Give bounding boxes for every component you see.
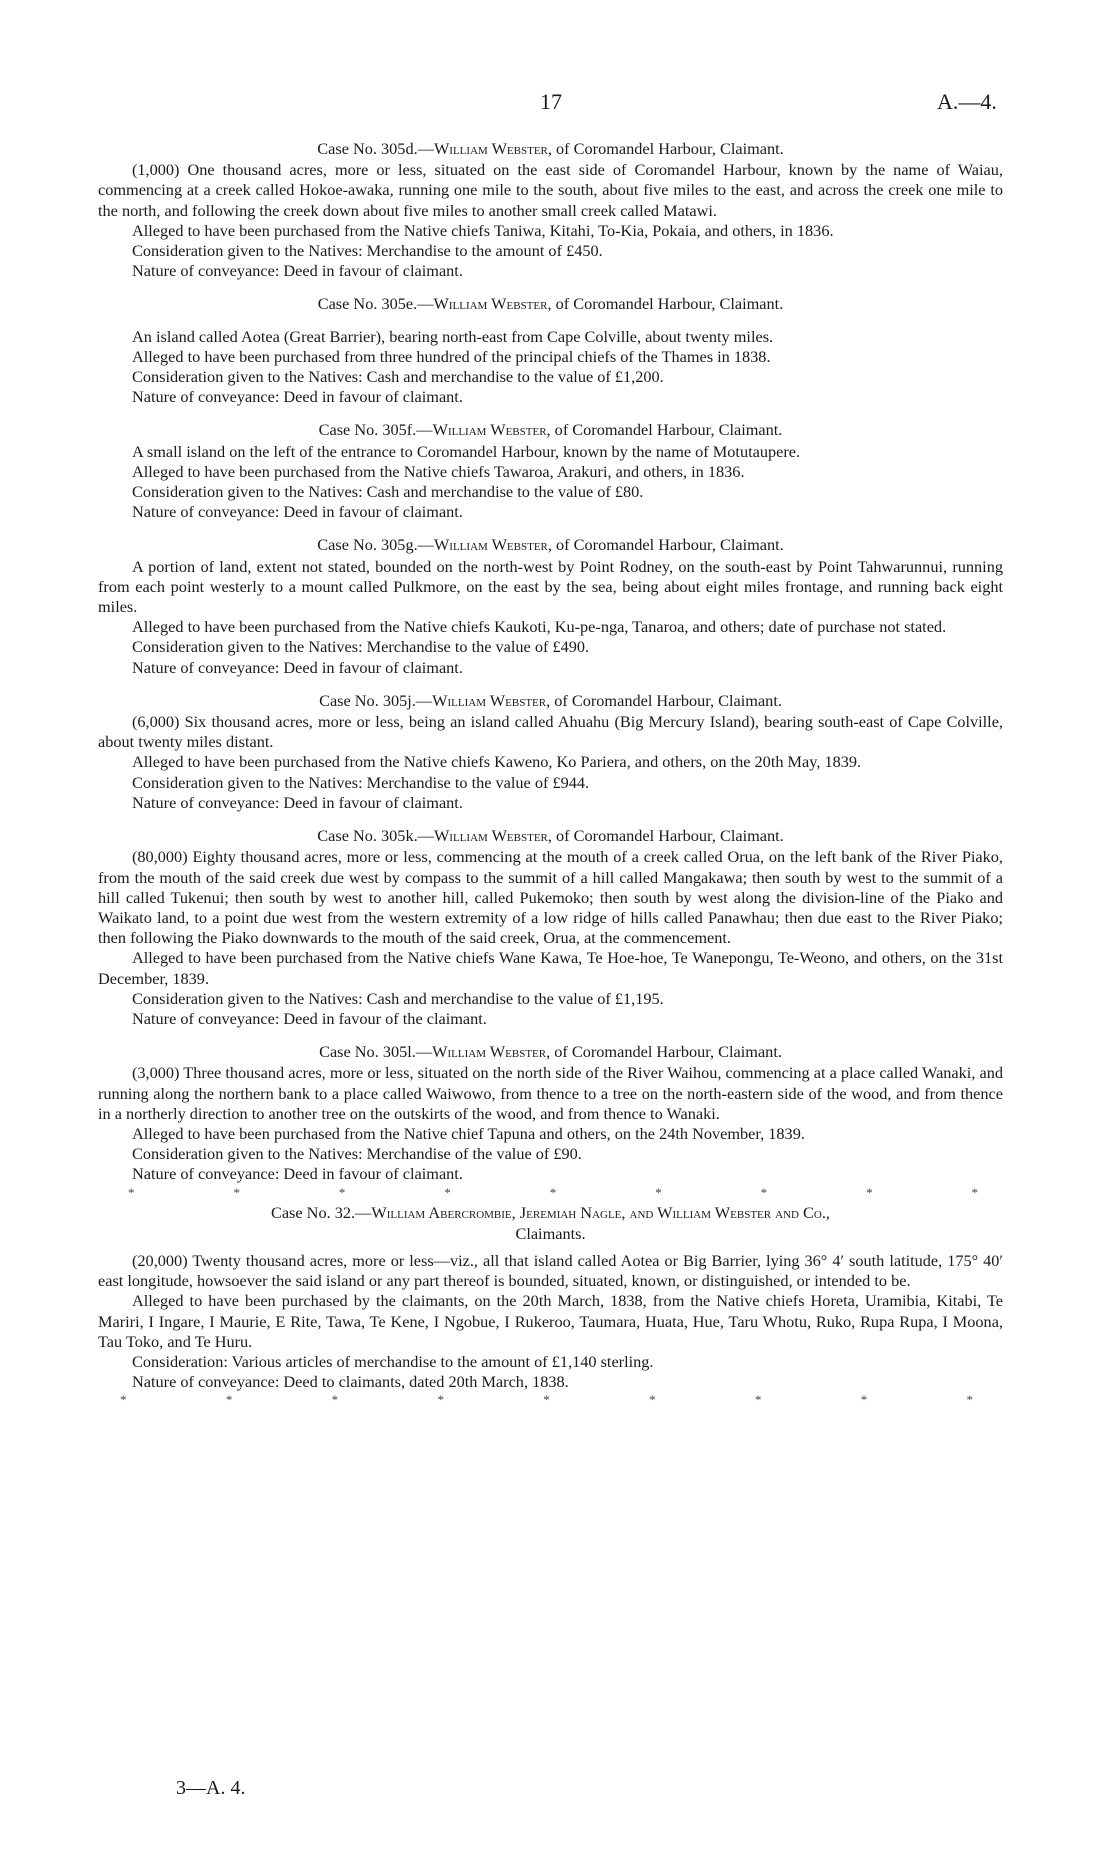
case-paragraph: Consideration given to the Natives: Merchandise to the value of £944. xyxy=(132,772,590,792)
case-paragraph: (3,000) Three thousand acres, more or less, situated on the north side of the River Waihou, commencing at a place called Wanaki, and running along the northern bank to a place called Waiwowo, from thence to a tree on the north-eastern side of the wood, and from thence in a northerly direction to another tree on the outskirts of the wood, and from thence to Wanaki. xyxy=(98,1063,1003,1123)
case-block xyxy=(98,1203,1003,1393)
case-paragraph: (1,000) One thousand acres, more or less, situated on the east side of Coromandel Harbour, known by the name of Waiau, commencing at a creek called Hokoe-awaka, running one mile to the south, about five miles to the east, and across the creek one mile to the north, and following the creek down about five miles to another small creek called Matawi. xyxy=(98,160,1003,220)
asterisk-mark: * xyxy=(437,1392,444,1408)
case-paragraph: Nature of conveyance: Deed to claimants, dated 20th March, 1838. xyxy=(132,1372,569,1392)
case-heading: Case No. 32.—William Abercrombie, Jeremiah Nagle, and William Webster and Co., xyxy=(270,1202,831,1222)
case-paragraph: Consideration given to the Natives: Merchandise of the value of £90. xyxy=(132,1144,582,1164)
case-block xyxy=(98,1042,1003,1184)
case-paragraph: A small island on the left of the entrance to Coromandel Harbour, known by the name of Motutaupere. xyxy=(132,441,801,461)
asterisk-mark: * xyxy=(120,1392,127,1408)
case-paragraph: Consideration given to the Natives: Merchandise to the value of £490. xyxy=(132,637,590,657)
case-paragraph: Nature of conveyance: Deed in favour of the claimant. xyxy=(132,1008,487,1028)
page-number: 17 xyxy=(540,89,562,114)
asterisk-mark: * xyxy=(225,1392,233,1408)
asterisk-mark: * xyxy=(655,1184,662,1200)
case-heading: Case No. 305g.—William Webster, of Coromandel Harbour, Claimant. xyxy=(317,535,784,555)
case-paragraph: Consideration given to the Natives: Cash and merchandise to the value of £1,200. xyxy=(132,367,664,387)
case-heading: Case No. 305k.—William Webster, of Coromandel Harbour, Claimant. xyxy=(317,826,784,846)
case-paragraph: Nature of conveyance: Deed in favour of claimant. xyxy=(132,792,463,812)
case-paragraph: (6,000) Six thousand acres, more or less, being an island called Ahuahu (Big Mercury Island), bearing south-east of Cape Colville, about twenty miles distant. xyxy=(98,712,1003,752)
asterisk-mark: * xyxy=(444,1184,451,1200)
signature-mark: 3—A. 4. xyxy=(176,1777,246,1799)
case-paragraph: Alleged to have been purchased from the Native chiefs Tawaroa, Arakuri, and others, in 1836. xyxy=(132,461,745,481)
asterisk-mark: * xyxy=(128,1184,135,1200)
asterisk-mark: * xyxy=(233,1184,240,1200)
document-reference: A.—4. xyxy=(937,89,997,114)
case-paragraph: (80,000) Eighty thousand acres, more or less, commencing at the mouth of a creek called Orua, on the left bank of the River Piako, from the mouth of the said creek due west by compass to the summit of a hill called Mangakawa; then south by west to the summit of a hill called Tukenui; then south by west to another hill, called Pukemoko; then south by west along the division-line of the Piako and Waikato land, to a point due west from the western extremity of a low ridge of hills called Panawhau; then due east to the River Piako; then following the Piako downwards to the mouth of the said creek, Orua, at the commencement. xyxy=(98,847,1003,948)
case-paragraph: Nature of conveyance: Deed in favour of claimant. xyxy=(132,502,463,522)
case-block xyxy=(98,139,1003,281)
case-heading: Case No. 305e.—William Webster, of Coromandel Harbour, Claimant. xyxy=(317,294,784,314)
case-paragraph: Consideration given to the Natives: Merchandise to the amount of £450. xyxy=(132,241,603,261)
case-heading: Case No. 305l.—William Webster, of Coromandel Harbour, Claimant. xyxy=(319,1042,782,1062)
case-paragraph: Alleged to have been purchased by the claimants, on the 20th March, 1838, from the Native chiefs Horeta, Uramibia, Kitabi, Te Mariri, I Ingare, I Maurie, E Rite, Tawa, Te Kene, I Ngobue, I Rukeroo, Taumara, Huata, Hue, Taru Whotu, Ruko, Rupa Rupa, I Moona, Tau Toko, and Te Huru. xyxy=(98,1291,1003,1351)
case-paragraph: Consideration: Various articles of merchandise to the amount of £1,140 sterling. xyxy=(132,1351,654,1371)
case-heading: Case No. 305d.—William Webster, of Coromandel Harbour, Claimant. xyxy=(317,139,784,158)
document-body xyxy=(98,139,1003,1410)
asterisk-mark: * xyxy=(549,1184,557,1200)
asterisk-mark: * xyxy=(754,1392,762,1408)
case-heading: Case No. 305f.—William Webster, of Coromandel Harbour, Claimant. xyxy=(318,420,783,440)
asterisk-mark: * xyxy=(649,1392,656,1408)
case-paragraph: Nature of conveyance: Deed in favour of claimant. xyxy=(132,657,463,677)
asterisk-mark: * xyxy=(543,1392,550,1408)
case-block xyxy=(98,535,1003,677)
case-paragraph: Alleged to have been purchased from three hundred of the principal chiefs of the Thames in 1838. xyxy=(132,346,771,366)
case-paragraph: Consideration given to the Natives: Cash and merchandise to the value of £80. xyxy=(132,482,644,502)
case-paragraph: Nature of conveyance: Deed in favour of claimant. xyxy=(132,261,463,281)
case-block xyxy=(98,826,1003,1029)
case-paragraph: An island called Aotea (Great Barrier), bearing north-east from Cape Colville, about twenty miles. xyxy=(132,326,774,346)
case-block xyxy=(98,294,1003,407)
asterisk-mark: * xyxy=(966,1392,973,1408)
asterisk-mark: * xyxy=(331,1392,339,1408)
case-paragraph: Alleged to have been purchased from the Native chief Tapuna and others, on the 24th November, 1839. xyxy=(132,1123,805,1143)
asterisk-mark: * xyxy=(866,1184,873,1200)
asterism-divider xyxy=(98,1185,1003,1203)
asterisk-mark: * xyxy=(860,1392,868,1408)
case-paragraph: Alleged to have been purchased from the Native chiefs Wane Kawa, Te Hoe-hoe, Te Wanepongu, Te-Weono, and others, on the 31st December, 1839. xyxy=(98,948,1003,988)
case-block xyxy=(98,420,1003,522)
case-paragraph: Alleged to have been purchased from the Native chiefs Kaweno, Ko Pariera, and others, on the 20th May, 1839. xyxy=(132,752,862,772)
case-block xyxy=(98,691,1003,813)
case-heading: Case No. 305j.—William Webster, of Coromandel Harbour, Claimant. xyxy=(319,690,782,710)
case-paragraph: Alleged to have been purchased from the Native chiefs Kaukoti, Ku-pe-nga, Tanaroa, and others; date of purchase not stated. xyxy=(132,617,947,637)
case-heading-claimants: Claimants. xyxy=(515,1223,586,1243)
case-paragraph: Alleged to have been purchased from the Native chiefs Taniwa, Kitahi, To-Kia, Pokaia, and others, in 1836. xyxy=(132,220,834,240)
asterism-divider xyxy=(98,1392,1003,1410)
case-paragraph: Consideration given to the Natives: Cash and merchandise to the value of £1,195. xyxy=(132,988,664,1008)
asterisk-mark: * xyxy=(971,1184,978,1200)
case-paragraph: (20,000) Twenty thousand acres, more or less—viz., all that island called Aotea or Big Barrier, lying 36° 4′ south latitude, 175° 40′ east longitude, howsoever the said island or any part thereof is bounded, situated, known, or distinguished, or intended to be. xyxy=(98,1250,1003,1291)
case-paragraph: Nature of conveyance: Deed in favour of claimant. xyxy=(132,387,463,407)
case-paragraph: A portion of land, extent not stated, bounded on the north-west by Point Rodney, on the south-east by Point Tahwarunnui, running from each point westerly to a mount called Pulkmore, on the east by the sea, being about eight miles frontage, and running back eight miles. xyxy=(98,556,1003,617)
asterisk-mark: * xyxy=(338,1184,346,1200)
asterisk-mark: * xyxy=(760,1184,768,1200)
case-paragraph: Nature of conveyance: Deed in favour of claimant. xyxy=(132,1164,463,1184)
